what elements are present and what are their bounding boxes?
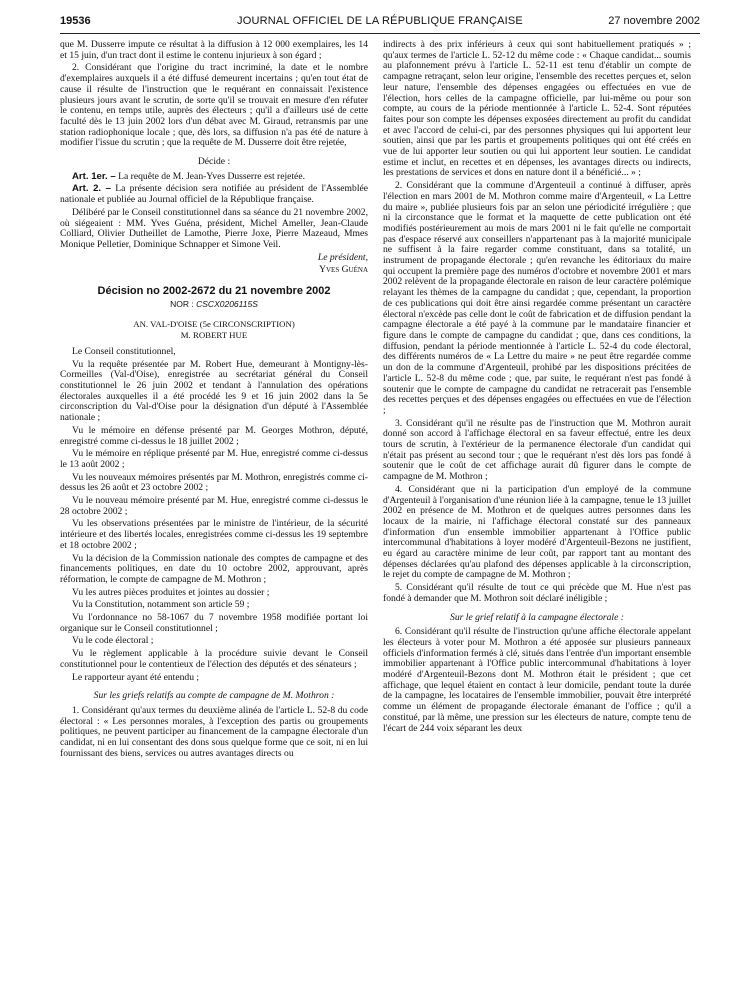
paragraph: 2. Considérant que la commune d'Argenteuil a continué à diffuser, après l'élection en mars 2001 de M. Mothron comme maire d'Argenteuil, « La Lettre du maire », publiée plusieurs fois par an selon une périodicité irrégulière ; que ni la circonstance que le format et la maquette de cette publication ont été modifiés postérieurement au mois de mars 2001 ni le fait qu'elle ne comportait pas d'espace réservé aux conseillers n'appartenant pas à la majorité municipale ne suffisent à la faire regarder comme constituant, dans sa totalité, un instrument de propagande électorale ; qu'en revanche les éditoriaux du maire qui occupent la première page des numéros d'octobre et novembre 2001 et mars 2002 relèvent de la propagande électorale en raison de leur caractère polémique relayant les thèmes de la campagne du candidat ; que, cependant, la proportion de ces publications qui doit être ainsi regardée comme présentant un caractère électoral n'excède pas celle dont le coût de fabrication et de diffusion pendant la campagne électorale a été payé à la commune par le mandataire financier et figure dans le compte de campagne du candidat ; que, dans ces conditions, la diffusion, pendant la période mentionnée à l'article L. 52-4 du code électoral, des différents numéros de « La Lettre du maire » ne peut être regardée comme un don de la commune d'Argenteuil, prohibé par les dispositions précitées de l'article L. 52-8 du même code ; que, par suite, le requérant n'est pas fondé à soutenir que le compte de campagne du candidat ne retracerait pas l'ensemble des recettes perçues et des dépenses engagées ou effectuées en vue de l'élection ; xyxy=(383,180,691,416)
section-heading: Sur les griefs relatifs au compte de campagne de M. Mothron : xyxy=(93,690,335,702)
paragraph: Le Conseil constitutionnel, xyxy=(72,345,176,357)
header-rule xyxy=(60,33,700,34)
issue-date: 27 novembre 2002 xyxy=(608,15,700,27)
paragraph: 6. Considérant qu'il résulte de l'instruction qu'une affiche électorale appelant les électeurs à voter pour M. Mothron a été apposée sur plusieurs panneaux officiels d'information fermés à clé, situés dans l'entrée d'un important ensemble immobilier appartenant à l'Office public intercommunal d'habitations à loyer modéré d'Argenteuil-Bezons dont M. Mothron était le président ; que cet affichage, que lequel étaient en contact à leur domicile, pendant toute la durée de la campagne, les locataires de l'ensemble immobilier, pouvait être interprété comme un élément de propagande électorale émanant de l'office ; qu'il a constitué, par là même, une pression sur les électeurs de nature, compte tenu de l'écart de 244 voix séparant les deux xyxy=(383,626,691,734)
page-number: 19536 xyxy=(60,15,91,27)
signature-name: Yves Guéna xyxy=(319,264,368,276)
decision-title: Décision no 2002-2672 du 21 novembre 2002 xyxy=(97,285,331,298)
section-heading: Sur le grief relatif à la campagne électorale : xyxy=(450,611,624,623)
signature-role: Le président, xyxy=(317,251,368,263)
paragraph: 3. Considérant qu'il ne résulte pas de l'instruction que M. Mothron aurait donné son accord à l'affichage électoral en sa faveur effectué, entre les deux tours de scrutin, à l'extérieur de la permanence électorale d'un candidat qui n'était pas présent au second tour ; que le requérant n'est dès lors pas fondé à soutenir que le coût de cet affichage aurait dû figurer dans le compte de campagne de M. Mothron ; xyxy=(383,417,691,483)
paragraph: Vu les autres pièces produites et jointes au dossier ; xyxy=(72,586,270,598)
left-column xyxy=(60,40,368,761)
paragraph: que M. Dusserre impute ce résultat à la diffusion à 12 000 exemplaires, les 14 et 15 juin, d'un tract dont il estime le contenu injurieux à son égard ; xyxy=(60,39,368,61)
paragraph: 5. Considérant qu'il résulte de tout ce qui précède que M. Hue n'est pas fondé à demander que M. Mothron soit déclaré inéligible ; xyxy=(383,582,691,604)
paragraph: 4. Considérant que ni la participation d'un employé de la commune d'Argenteuil à l'organisation d'une réunion liée à la campagne, tenue le 13 juillet 2002 en présence de M. Mothron et de quelques autres personnes dans les locaux de la mairie, ni l'affichage électoral constaté sur des panneaux d'information d'un ensemble immobilier appartenant à l'Office public intercommunal d'habitations à loyer modéré d'Argenteuil-Bezons ne justifient, eu égard au caractère minime de leur coût, par rapport tant au montant des dépenses déclarées qu'au plafond des dépenses applicable à la circonscription, le rejet du compte de campagne de M. Mothron ; xyxy=(383,483,691,581)
journal-title: JOURNAL OFFICIEL DE LA RÉPUBLIQUE FRANÇAISE xyxy=(237,15,523,27)
article-text: La présente décision sera notifiée au président de l'Assemblée nationale et publiée au Journal officiel de la République française. xyxy=(60,183,368,206)
paragraph: 2. Considérant que l'origine du tract incriminé, la date et le nombre d'exemplaires auxquels il a été diffusé demeurent incertains ; qu'en tout état de cause il résulte de l'instruction que le requérant en connaissait l'existence plusieurs jours avant le scrutin, de sorte qu'il se trouvait en mesure d'en réfuter le contenu, en temps utile, auprès des électeurs ; qu'il a d'ailleurs usé de cette faculté dès le 13 juin 2002 lors d'un débat avec M. Giraud, retransmis par une station radiophonique locale ; que, dès lors, sa diffusion n'a pas été de nature à modifier l'issue du scrutin ; que la requête de M. Dusserre doit être rejetée, xyxy=(60,62,368,149)
paragraph: Vu les nouveaux mémoires présentés par M. Mothron, enregistrés comme ci-dessus les 26 août et 23 octobre 2002 ; xyxy=(60,471,368,494)
page-header xyxy=(60,12,700,32)
decide-heading: Décide : xyxy=(197,156,231,168)
right-column xyxy=(383,40,691,736)
article-label: Art. 1er. – xyxy=(72,170,116,182)
article-label: Art. 2. – xyxy=(72,183,111,195)
paragraph: Vu la requête présentée par M. Robert Hue, demeurant à Montigny-lès-Cormeilles (Val-d'Oise), enregistrée au secrétariat général du Conseil constitutionnel le 26 juin 2002 et tendant à l'annulation des opérations électorales auxquelles il a été procédé les 9 et 16 juin 2002 dans la 5e circonscription du Val-d'Oise pour la désignation d'un député à l'Assemblée nationale ; xyxy=(60,358,368,424)
paragraph: Vu la décision de la Commission nationale des comptes de campagne et des financements politiques, en date du 10 octobre 2002, approuvant, après réformation, le compte de campagne de M. Mothron ; xyxy=(60,552,368,585)
person: M. ROBERT HUE xyxy=(180,330,248,341)
paragraph: Vu le code électoral ; xyxy=(72,635,154,647)
article-1 xyxy=(60,172,368,183)
circonscription: AN. VAL-D'OISE (5e CIRCONSCRIPTION) xyxy=(133,319,295,330)
paragraph: Le rapporteur ayant été entendu ; xyxy=(72,671,200,683)
nor-code: CSCX0206115S xyxy=(196,298,258,309)
paragraph: Vu le nouveau mémoire présenté par M. Hue, enregistré comme ci-dessus le 28 octobre 2002 ; xyxy=(60,495,368,517)
paragraph: Vu le règlement applicable à la procédure suivie devant le Conseil constitutionnel pour le contentieux de l'élection des députés et des sénateurs ; xyxy=(60,648,368,670)
paragraph: Vu la Constitution, notamment son article 59 ; xyxy=(72,599,250,611)
article-text: La requête de M. Jean-Yves Dusserre est rejetée. xyxy=(118,170,305,182)
paragraph: indirects à des prix inférieurs à ceux qui sont habituellement pratiqués » ; qu'aux termes de l'article L. 52-12 du même code : « Chaque candidat... soumis au plafonnement prévu à l'article L. 52-11 est tenu d'établir un compte de campagne retraçant, selon leur origine, l'ensemble des recettes perçues et, selon leur nature, l'ensemble des dépenses engagées ou effectuées en vue de l'élection, hors celles de la campagne officielle, par lui-même ou pour son compte, au cours de la période mentionnée à l'article L. 52-4. Sont réputées faites pour son compte les dépenses exposées directement au profit du candidat et avec l'accord de celui-ci, par des personnes physiques qui lui apportent leur soutien, ainsi que par les partis et groupements politiques qui ont été créés en vue de lui apporter leur soutien ou qui lui apportent leur soutien. Le candidat estime et inclut, en recettes et en dépenses, les avantages directs ou indirects, les prestations de services et dons en nature dont il a bénéficié... » ; xyxy=(383,39,691,179)
paragraph: 1. Considérant qu'aux termes du deuxième alinéa de l'article L. 52-8 du code électoral : « Les personnes morales, à l'exception des partis ou groupements politiques, ne peuvent participer au financement de la campagne électorale d'un candidat, ni en lui consentant des dons sous quelque forme que ce soit, ni en lui fournissant des biens, services ou autres avantages directs ou xyxy=(60,704,368,759)
deliberation: Délibéré par le Conseil constitutionnel dans sa séance du 21 novembre 2002, où siégeaient : MM. Yves Guéna, président, Michel Ameller, Jean-Claude Colliard, Olivier Dutheillet de Lamothe, Pierre Joxe, Pierre Mazeaud, Mmes Monique Pelletier, Dominique Schnapper et Simone Veil. xyxy=(60,206,368,250)
article-2 xyxy=(60,184,368,205)
nor-reference xyxy=(60,299,368,310)
paragraph: Vu les observations présentées par le ministre de l'intérieur, de la sécurité intérieure et des libertés locales, enregistrées comme ci-dessus les 19 septembre et 18 octobre 2002 ; xyxy=(60,518,368,551)
paragraph: Vu le mémoire en réplique présenté par M. Hue, enregistré comme ci-dessus le 13 août 2002 ; xyxy=(60,448,368,470)
nor-label: NOR : xyxy=(170,298,194,309)
paragraph: Vu l'ordonnance no 58-1067 du 7 novembre 1958 modifiée portant loi organique sur le Conseil constitutionnel ; xyxy=(60,612,368,634)
paragraph: Vu le mémoire en défense présenté par M. Georges Mothron, député, enregistré comme ci-dessus le 18 juillet 2002 ; xyxy=(60,424,368,447)
